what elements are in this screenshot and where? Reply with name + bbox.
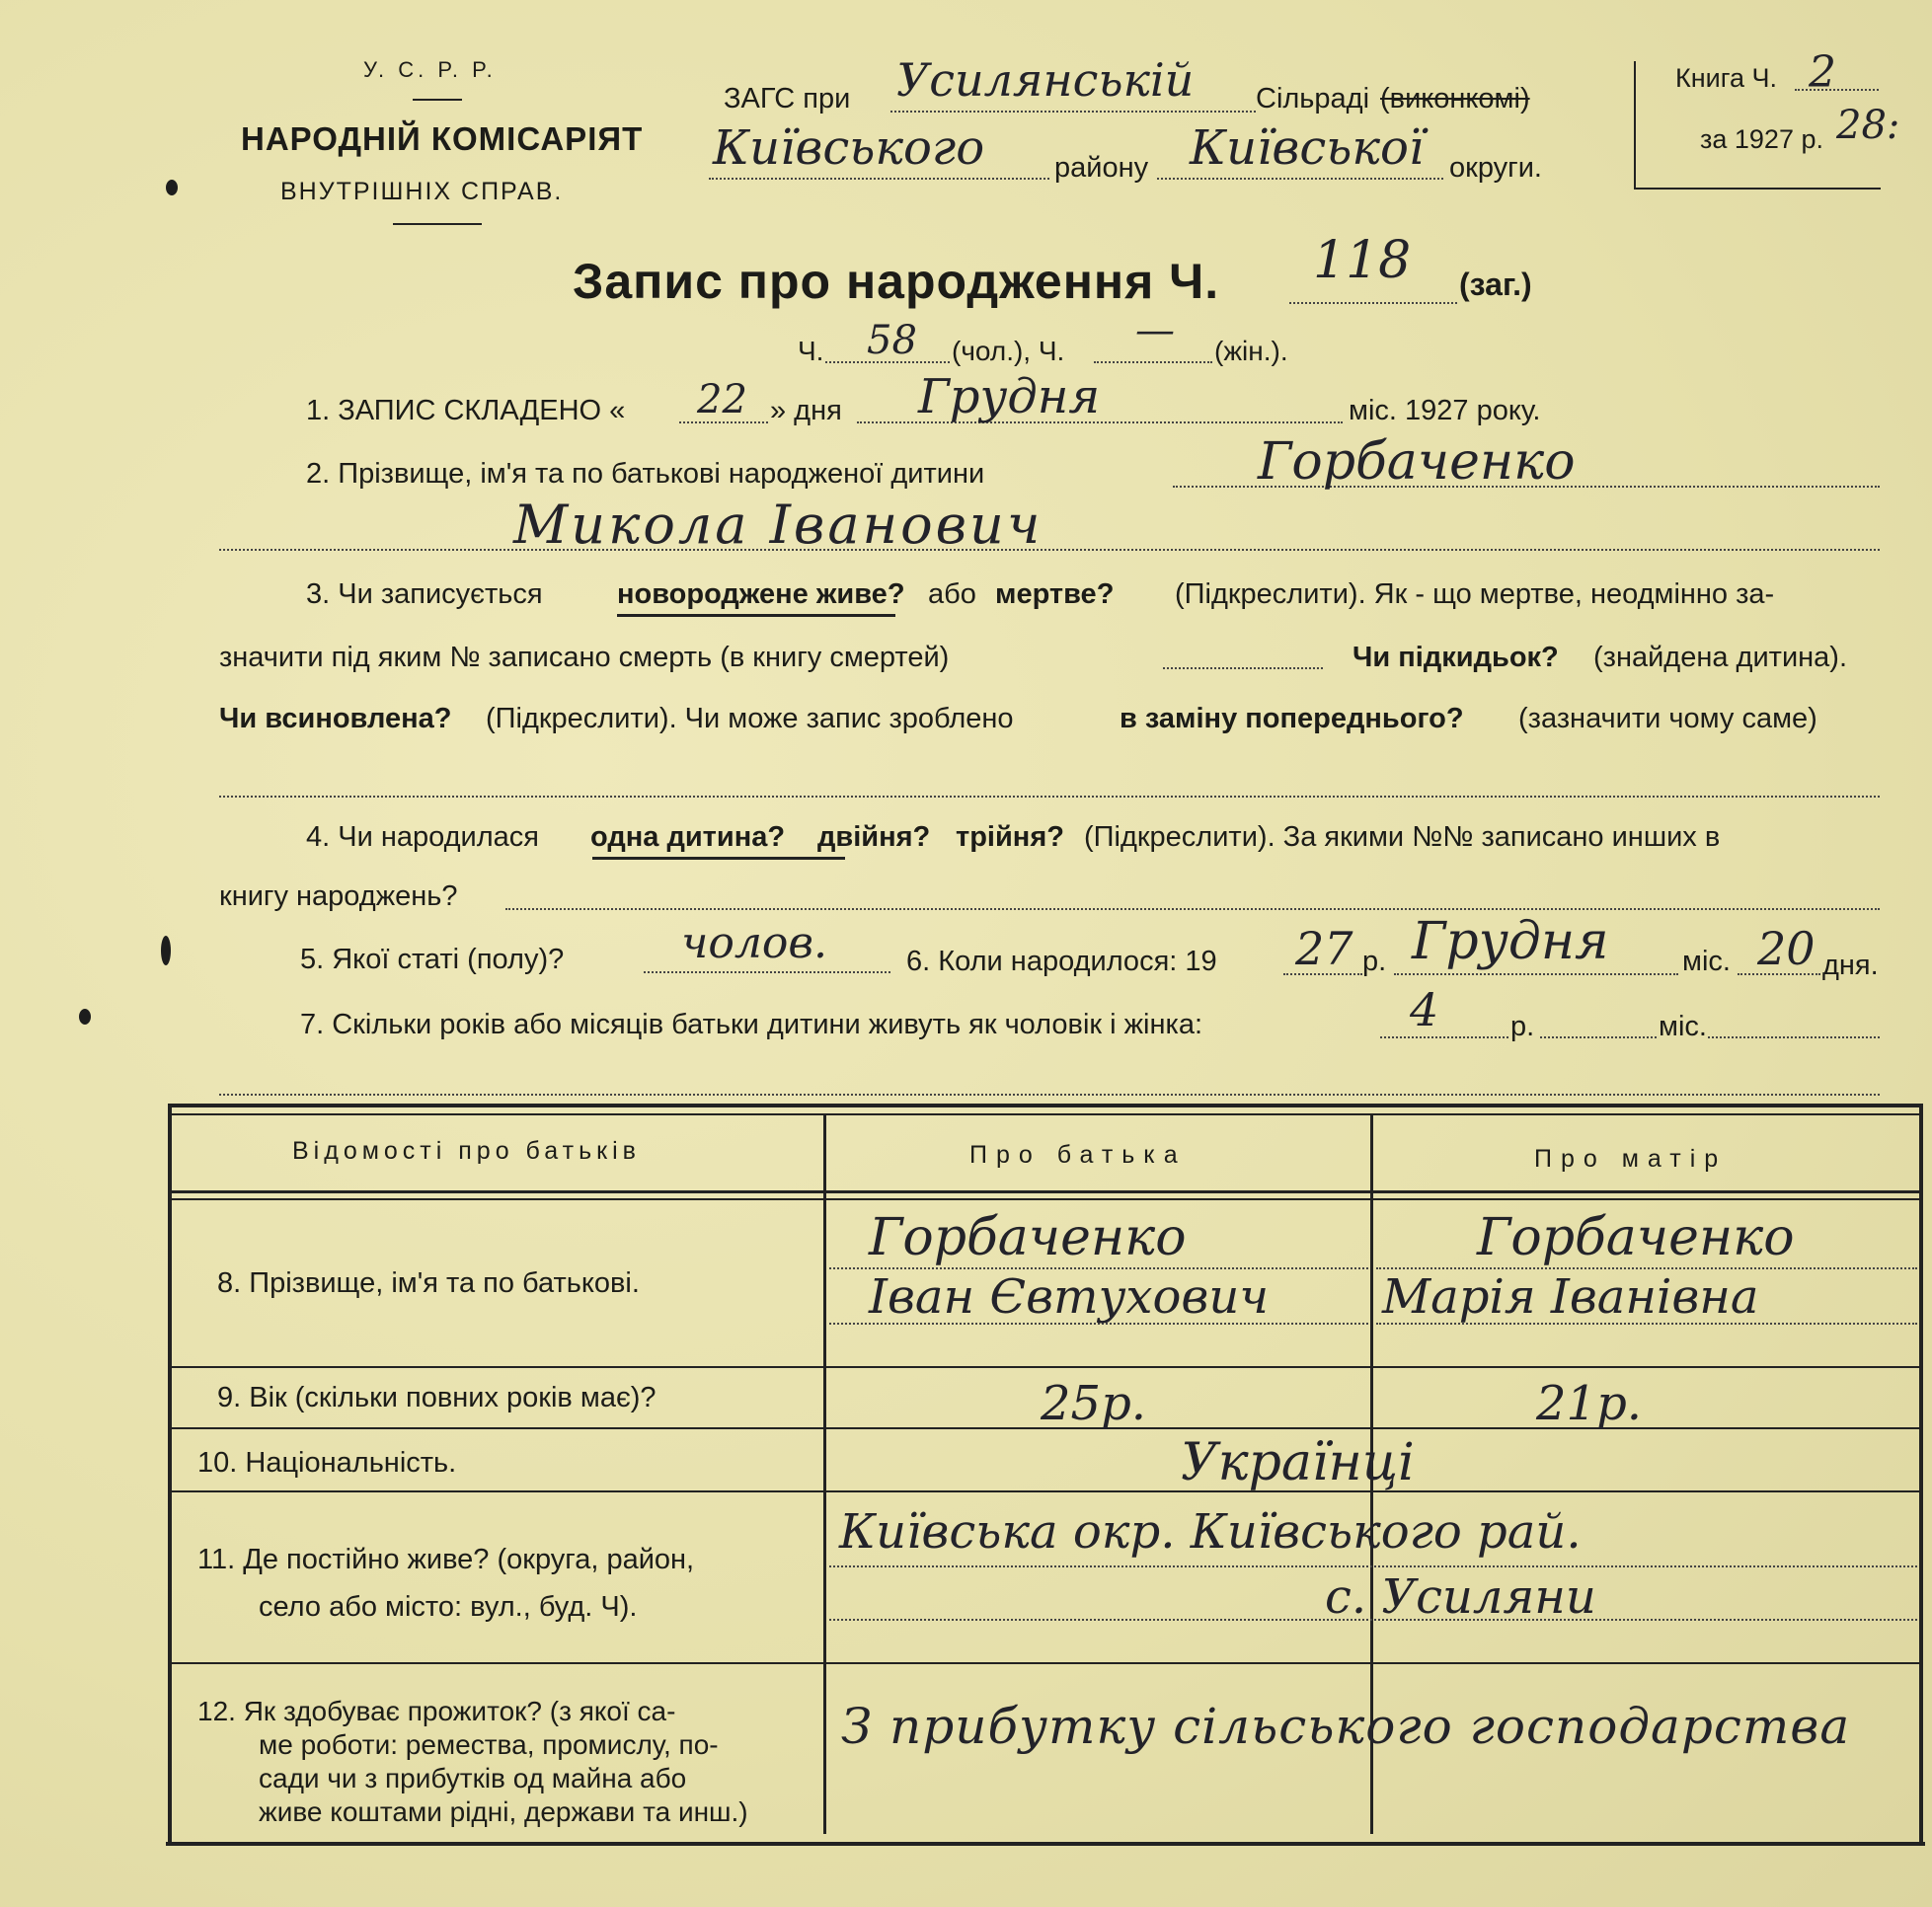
table-header-info: Відомості про батьків [292,1137,641,1165]
table-border [168,1104,1923,1107]
item7-mis: міс. [1659,1011,1707,1042]
table-header-mother: Про матір [1534,1145,1728,1173]
table-border [172,1190,1919,1193]
mother-surname-handwritten: Горбаченко [1477,1208,1795,1267]
table-border [172,1366,1919,1368]
dots [1708,1036,1880,1038]
item3-or: або [928,578,976,610]
book-year-label: за 1927 р. [1700,124,1823,154]
child-name-handwritten: Микола Іванович [513,494,1043,556]
father-name-handwritten: Іван Євтухович [869,1269,1270,1325]
item3-foundling: Чи підкидьок? [1352,642,1559,673]
divider [393,223,482,225]
dots [1094,361,1212,363]
table-border [823,1115,826,1834]
record-title: Запис про народження Ч. [573,254,1220,309]
nationality-handwritten: Українці [1181,1433,1415,1492]
commissariat-title: НАРОДНІЙ КОМІСАРІЯТ [241,120,644,157]
dots [219,796,1880,798]
commissariat-subtitle: ВНУТРІШНІХ СПРАВ. [280,178,564,205]
dots [219,549,1880,551]
female-number-handwritten: — [1135,308,1175,353]
punch-hole [166,180,178,195]
table-border [1919,1104,1923,1844]
father-age-handwritten: 25р. [1041,1376,1147,1431]
years-together-handwritten: 4 [1410,983,1439,1036]
birth-day-handwritten: 20 [1757,922,1816,975]
dots [1163,667,1323,669]
item3-dead: мертве? [995,578,1115,610]
item7-r: р. [1510,1011,1535,1042]
item3-adopted: Чи всиновлена? [219,703,452,734]
village-handwritten: Усилянській [896,53,1195,107]
father-surname-handwritten: Горбаченко [869,1208,1187,1267]
item2-label: 2. Прізвище, ім'я та по батькові народженої дитини [306,458,985,490]
book-number-handwritten: 2 [1809,47,1836,98]
row12-label-line1: 12. Як здобуває прожиток? (з якої са- [197,1696,676,1726]
divider [413,99,462,101]
table-border [168,1104,172,1844]
row12-label-line3: сади чи з прибутків од майна або [259,1763,687,1793]
silradi-label: Сільраді [1256,83,1370,114]
item3-line3mid: (Підкреслити). Чи може запис зроблено [486,703,1014,734]
mother-age-handwritten: 21р. [1536,1376,1643,1431]
table-border [166,1842,1925,1846]
dots [219,1094,1880,1096]
item6-dnia: дня. [1822,950,1879,981]
birth-year-handwritten: 27 [1295,922,1353,975]
item6-mis: міс. [1682,946,1731,977]
item3-line2: значити під яким № записано смерть (в книгу смертей) [219,642,950,673]
row11-label-line2: село або місто: вул., буд. Ч). [259,1591,638,1623]
zags-prefix: ЗАГС при [724,83,851,114]
item3-alive: новороджене живе? [617,578,905,610]
item1-mid: » дня [770,395,842,426]
dots [1540,1036,1657,1038]
item4-one: одна дитина? [590,821,786,853]
vykonkomi-label: (виконкомі) [1380,83,1530,114]
okruha-handwritten: Київської [1190,120,1425,176]
table-border [172,1198,1919,1200]
table-border [172,1662,1919,1664]
item1-prefix: 1. ЗАПИС СКЛАДЕНО « [306,395,626,426]
dots [1380,1036,1508,1038]
item3-rest1: (Підкреслити). Як - що мертве, неодмінно за- [1175,578,1775,610]
row12-label-line2: ме роботи: ремества, промислу, по- [259,1729,719,1760]
row10-label: 10. Національність. [197,1447,457,1479]
punch-hole [79,1009,91,1025]
book-box-border [1634,61,1636,190]
residence-line1-handwritten: Київська окр. Київського рай. [839,1504,1582,1560]
underline-mark [592,857,845,860]
book-box-border [1634,188,1881,190]
table-header-father: Про батька [969,1141,1187,1169]
book-extra-handwritten: 28: [1836,103,1900,148]
item7-label: 7. Скільки років або місяців батьки дитини живуть як чоловік і жінка: [300,1009,1203,1040]
dots [1157,178,1443,180]
item4-twins: двійня? [817,821,931,853]
item1-suffix: міс. 1927 року. [1349,395,1541,426]
item1-month-handwritten: Грудня [918,369,1101,424]
item1-day-handwritten: 22 [697,377,747,422]
item3-why: (зазначити чому саме) [1518,703,1817,734]
underline-mark [617,614,895,617]
male-number-handwritten: 58 [867,318,917,363]
record-number-handwritten: 118 [1313,231,1412,290]
raion-label: району [1054,152,1149,184]
dots [709,178,1049,180]
row12-label-line4: живе коштами рідні, держави та инш.) [259,1796,748,1827]
item5-label: 5. Якої статі (полу)? [300,944,565,975]
mother-name-handwritten: Марія Іванівна [1382,1269,1759,1325]
item6-r: р. [1362,946,1387,977]
livelihood-handwritten: З прибутку сільського господарства [841,1698,1851,1755]
male-ch-label: Ч. [798,336,824,366]
republic-label: У. С. Р. Р. [363,57,497,82]
item3-found: (знайдена дитина). [1593,642,1848,673]
row8-label: 8. Прізвище, ім'я та по батькові. [217,1267,640,1299]
residence-line2-handwritten: с. Усиляни [1325,1569,1596,1625]
dots [505,908,1880,910]
row9-label: 9. Вік (скільки повних років має)? [217,1382,657,1413]
item3-num: 3. Чи записується [306,578,543,610]
dots [1289,302,1457,304]
sex-handwritten: чолов. [681,918,827,968]
okruha-label: округи. [1449,152,1542,184]
item4-rest: (Підкреслити). За якими №№ записано инших в [1084,821,1721,853]
item6-label: 6. Коли народилося: 19 [906,946,1217,977]
raion-handwritten: Київського [713,120,985,176]
record-suffix: (заг.) [1459,267,1532,302]
item4-triplets: трійня? [956,821,1064,853]
dots [1795,89,1879,91]
book-label: Книга Ч. [1675,63,1777,93]
dots [1394,973,1678,975]
row11-label-line1: 11. Де постійно живе? (округа, район, [197,1544,695,1575]
dots [644,971,890,973]
female-label: (жін.). [1214,336,1288,366]
dots [890,111,1256,113]
item4-line2: книгу народжень? [219,880,458,912]
table-border [172,1490,1919,1492]
table-border [172,1113,1919,1115]
male-label: (чол.), Ч. [952,336,1065,366]
dots [829,1565,1917,1567]
child-surname-handwritten: Горбаченко [1258,432,1576,492]
punch-hole [161,936,171,965]
item3-replace: в заміну попереднього? [1120,703,1464,734]
birth-month-handwritten: Грудня [1412,912,1609,971]
item4-num: 4. Чи народилася [306,821,539,853]
